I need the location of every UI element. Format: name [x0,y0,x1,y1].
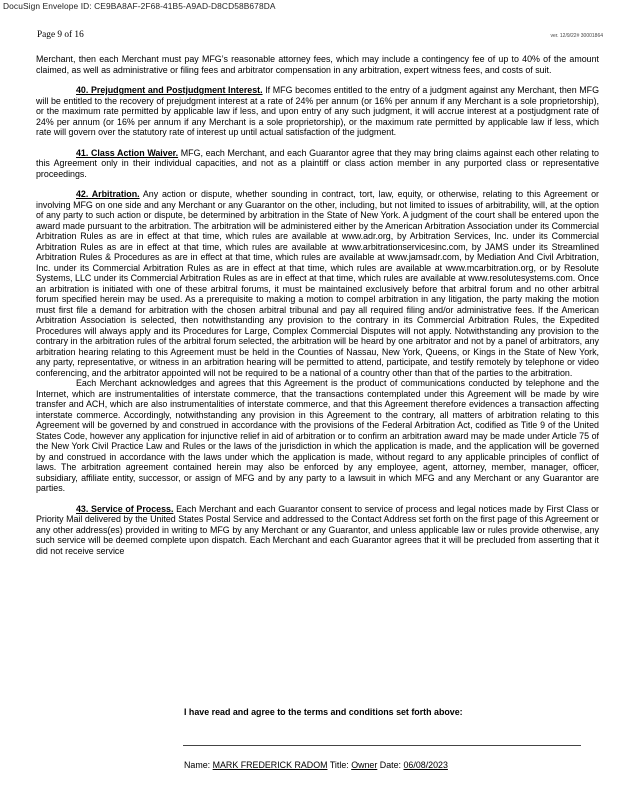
name-label: Name: [184,760,211,770]
envelope-id: DocuSign Envelope ID: CE9BA8AF-2F68-41B5-A9AD-D8CD58B678DA [3,1,276,11]
section-40 [36,85,599,138]
paragraph-intro: Merchant, then each Merchant must pay MFG’s reasonable attorney fees, which may include a contingency fee of up to 40% of the amount claimed, as well as administrative or filing fees and arbitrator compensation in any arbitration, expert witness fees, and costs of suit. [36,54,599,75]
section-40-text: If MFG becomes entitled to the entry of a judgment against any Merchant, then MFG will be entitled to the recovery of prejudgment interest at a rate of 24% per annum (or 16% per annum if any Merchant is a sole proprietorship), or the maximum rate permitted by applicable law if less, and upon entry of any such judgment, it will accrue interest at a postjudgment rate of 24% per annum (or 16% per annum if any Merchant is a sole proprietorship), or the maximum rate permitted by applicable law if less, which rate will govern over the statutory rate of interest up until actual satisfaction of the judgment. [36,85,599,137]
signature-line [183,745,581,746]
section-42 [36,189,599,378]
section-42-text: Any action or dispute, whether sounding in contract, tort, law, equity, or otherwise, relating to this Agreement or involving MFG on one side and any Merchant or any Guarantor on the other, including, but not limited to issues of arbitrability, will, at the option of any party to such action or dispute, be determined by arbitration in the State of New York. A judgment of the court shall be entered upon the award made pursuant to the arbitration. The arbitration will be administered either by the American Arbitration Association under its Commercial Arbitration Rules as are in effect at that time, which rules are available at www.adr.org, by Arbitration Services, Inc. under its Commercial Arbitration Rules as are in effect at that time, which rules are available at www.arbitrationservicesinc.com, by JAMS under its Streamlined Arbitration Rules & Procedures as are in effect at that time, which rules are available at www.jamsadr.com, by Mediation And Civil Arbitration, Inc. under its Commercial Arbitration Rules as are in effect at that time, which rules are available at www.mcarbitration.org, or by Resolute Systems, LLC under its Commercial Arbitration Rules as are in effect at that time, which rules are available at www.resolutesystems.com. Once an arbitration is initiated with one of these arbitral forums, it must be maintained exclusively before that arbitral forum and no other arbitral forum specified herein may be used. As a prerequisite to making a motion to compel arbitration in any litigation, the party making the motion must first file a demand for arbitration with the chosen arbitral tribunal and pay all required filing and/or administrative fees. If the American Arbitration Association is selected, then notwithstanding any provision to the contrary in its Commercial Arbitration Rules, the Expedited Procedures will always apply and its Procedures for Large, Complex Commercial Disputes will not apply. Notwithstanding any provision to the contrary in the arbitration rules of the arbitral forum selected, the arbitration will be heard by one arbitrator and not by a panel of arbitrators, any arbitration hearing relating to this Agreement must be held in the Counties of Nassau, New York, Queens, or Kings in the State of New York, any party, representative, or witness in an arbitration hearing will be permitted to attend, participate, and testify remotely by telephone or video conferencing, and the arbitrator appointed will not be required to be a national of a country other than that of the parties to the arbitration. [36,189,599,378]
signer-name: MARK FREDERICK RADOM [212,760,328,770]
section-40-title: 40. Prejudgment and Postjudgment Interest. [76,85,263,95]
date-label: Date: [379,760,402,770]
section-42-paragraph-2: Each Merchant acknowledges and agrees that this Agreement is the product of communications conducted by telephone and the Internet, which are instrumentalities of interstate commerce, that the transactions contemplated under this Agreement will be made by wire transfer and ACH, which are also instrumentalities of interstate commerce, and that this Agreement therefore evidences a transaction affecting interstate commerce. Accordingly, notwithstanding any provision in this Agreement to the contrary, all matters of arbitration relating to this Agreement will be governed by and construed in accordance with the provisions of the Federal Arbitration Act, codified as Title 9 of the United States Code, however any application for injunctive relief in aid of arbitration or to confirm an arbitration award may be made under Article 75 of the New York Civil Practice Law and Rules or the laws of the jurisdiction in which the application is made, and the application will be governed by and construed in accordance with the laws under which the application is made, without regard to any applicable principles of conflict of laws. The arbitration agreement contained herein may also be enforced by any employee, agent, attorney, member, manager, officer, subsidiary, affiliate entity, successor, or assign of MFG and by any party to a lawsuit in which MFG and any Merchant or any Guarantor are parties. [36,378,599,493]
section-41-text: MFG, each Merchant, and each Guarantor agree that they may bring claims against each other relating to this Agreement only in their individual capacities, and not as a plaintiff or class action member in any purported class or representative proceedings. [36,147,599,179]
section-41 [36,148,599,180]
title-label: Title: [329,760,349,770]
section-43 [36,504,599,557]
signature-date: 06/08/2023 [403,760,448,770]
section-42-title: 42. Arbitration. [76,189,140,199]
section-41-title: 41. Class Action Waiver. [76,147,179,158]
agreement-statement: I have read and agree to the terms and conditions set forth above: [184,707,463,717]
section-43-title: 43. Service of Process. [76,503,174,514]
signer-title: Owner [351,760,378,770]
section-43-text: Each Merchant and each Guarantor consent to service of process and legal notices made by First Class or Priority Mail delivered by the United States Postal Service and addressed to the Contact Address set forth on the first page of this Agreement or any other address(es) provided in writing to MFG by any Merchant or any Guarantor, and unless applicable law or rules provide otherwise, any such service will be deemed complete upon dispatch. Each Merchant and each Guarantor agrees that it will be precluded from asserting that it did not receive service [36,503,600,556]
version-label: ver. 12/9/22# 30001864 [550,33,603,39]
signer-info [184,760,448,770]
document-body [36,54,599,566]
page-number: Page 9 of 16 [37,30,84,40]
